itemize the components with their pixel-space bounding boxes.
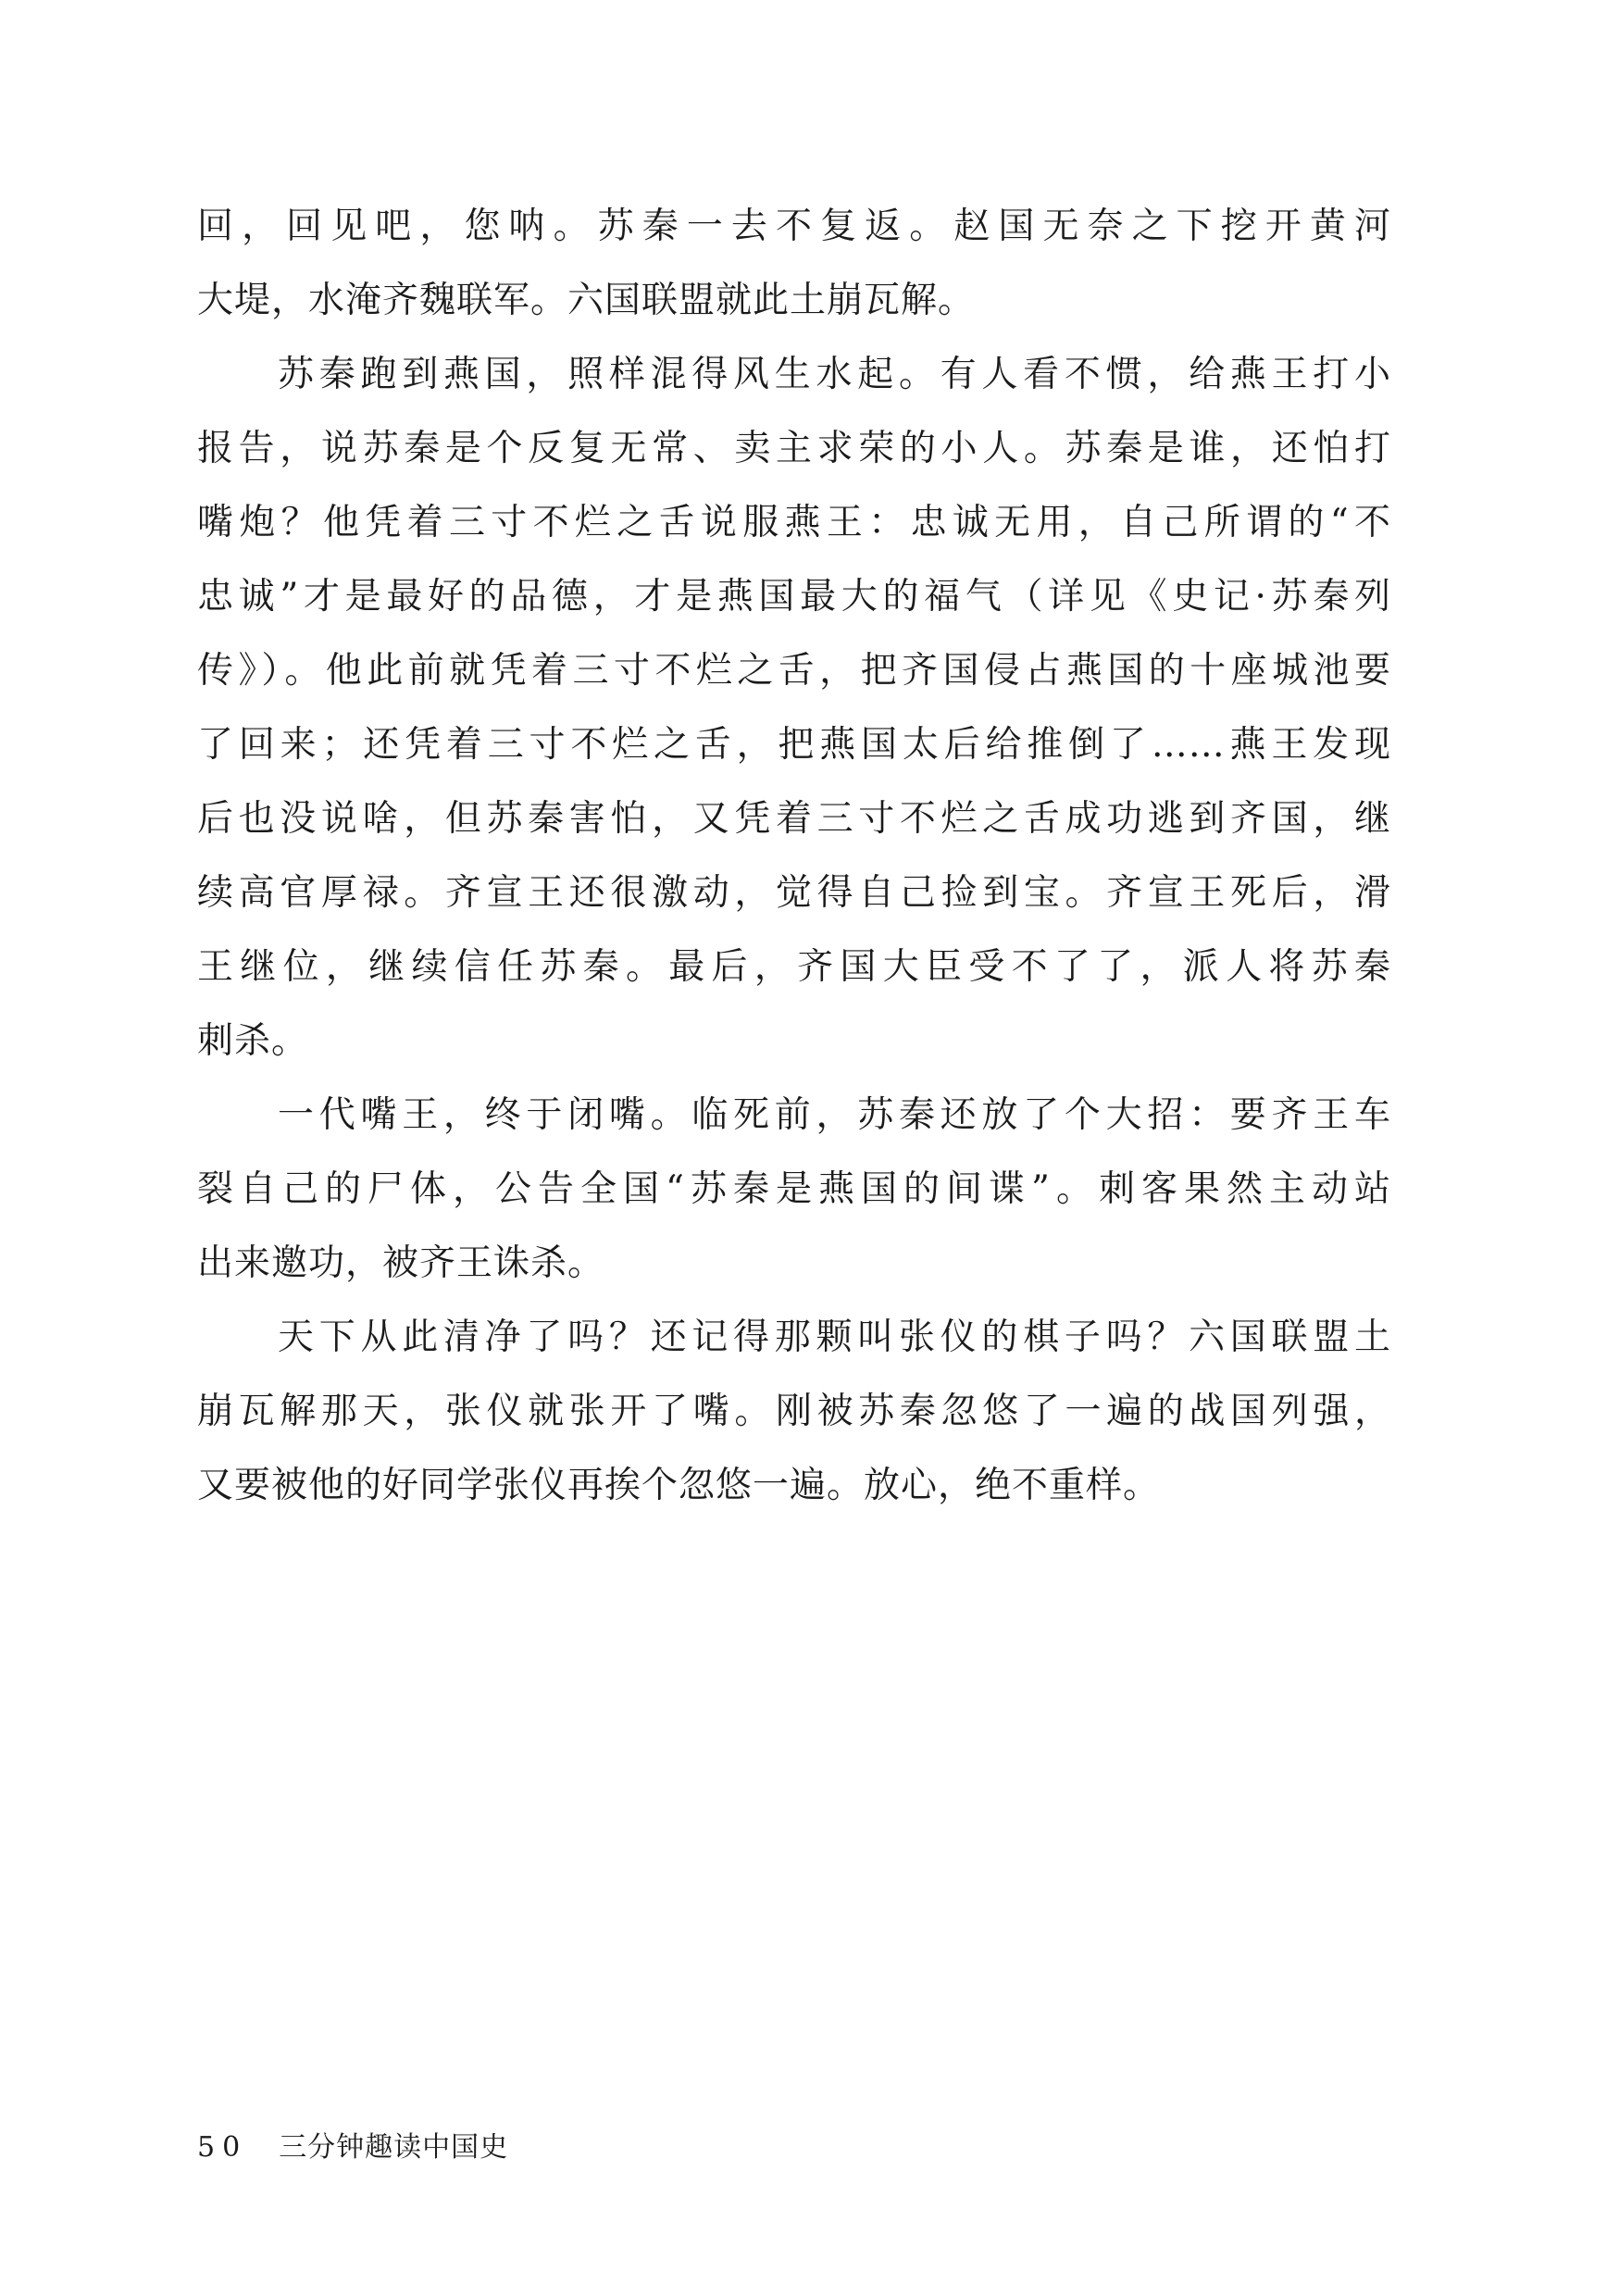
text-line: 又要被他的好同学张仪再挨个忽悠一遍。放心，绝不重样。: [197, 1465, 1161, 1506]
paragraph-first-line: 一代嘴王，终于闭嘴。临死前，苏秦还放了个大招：要齐王车: [278, 1094, 1391, 1136]
text-line: 刺杀。: [197, 1020, 309, 1062]
paragraph-first-line: 苏秦跑到燕国，照样混得风生水起。有人看不惯，给燕王打小: [278, 354, 1391, 395]
page-number: 50: [197, 2131, 248, 2164]
text-line: 大堤，水淹齐魏联军。六国联盟就此土崩瓦解。: [197, 280, 976, 321]
text-line: 崩瓦解那天，张仪就张开了嘴。刚被苏秦忽悠了一遍的战国列强，: [197, 1391, 1391, 1432]
text-line: 报告，说苏秦是个反复无常、卖主求荣的小人。苏秦是谁，还怕打: [197, 428, 1391, 469]
text-line: 嘴炮？他凭着三寸不烂之舌说服燕王：忠诚无用，自己所谓的“不: [197, 502, 1391, 543]
paragraph-first-line: 天下从此清净了吗？还记得那颗叫张仪的棋子吗？六国联盟土: [278, 1316, 1391, 1358]
text-line: 王继位，继续信任苏秦。最后，齐国大臣受不了了，派人将苏秦: [197, 946, 1391, 988]
text-line: 裂自己的尸体，公告全国“苏秦是燕国的间谍”。刺客果然主动站: [197, 1168, 1391, 1210]
text-line: 传》）。他此前就凭着三寸不烂之舌，把齐国侵占燕国的十座城池要: [197, 650, 1391, 692]
book-title: 三分钟趣读中国史: [279, 2131, 509, 2164]
text-line: 续高官厚禄。齐宣王还很激动，觉得自己捡到宝。齐宣王死后，滑: [197, 872, 1391, 914]
page-footer: [197, 2129, 508, 2166]
text-line: 出来邀功，被齐王诛杀。: [197, 1242, 605, 1284]
text-line: 后也没说啥，但苏秦害怕，又凭着三寸不烂之舌成功逃到齐国，继: [197, 798, 1391, 840]
text-line: 了回来；还凭着三寸不烂之舌，把燕国太后给推倒了……燕王发现: [197, 724, 1391, 766]
text-line: 回，回见吧，您呐。苏秦一去不复返。赵国无奈之下挖开黄河: [197, 206, 1391, 247]
text-line: 忠诚”才是最好的品德，才是燕国最大的福气（详见《史记·苏秦列: [197, 576, 1391, 618]
